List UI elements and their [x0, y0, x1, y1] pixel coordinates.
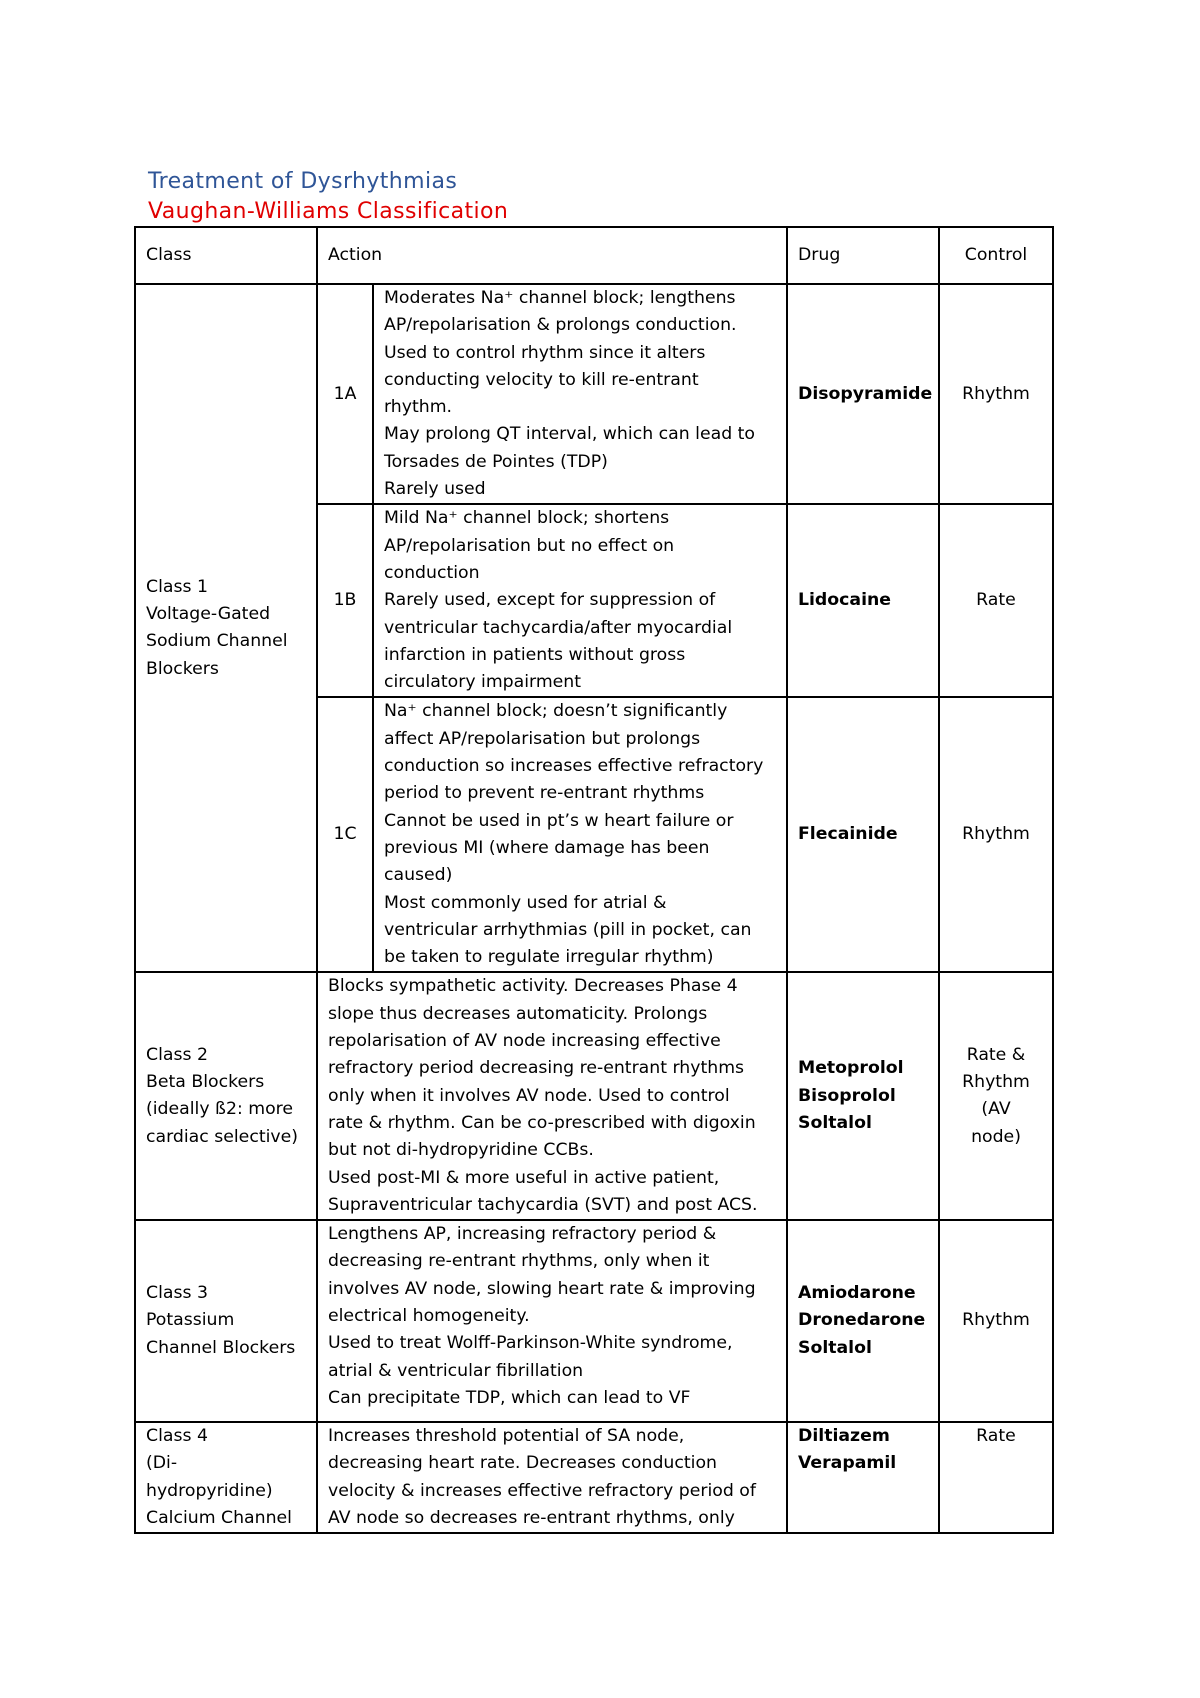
drug-name: Lidocaine	[787, 504, 939, 697]
action-text: Mild Na⁺ channel block; shortens AP/repolarisation but no effect on conduction Rarely used, except for suppression of ventricular tachycardia/after myocardial infarction in patients without gross circulatory impairment	[373, 504, 787, 697]
control-type: Rate	[939, 504, 1053, 697]
class-2-label: Class 2 Beta Blockers (ideally ß2: more cardiac selective)	[135, 972, 317, 1220]
drug-name: Disopyramide	[787, 284, 939, 504]
document-subtitle: Vaughan-Williams Classification	[148, 199, 509, 224]
header-drug: Drug	[787, 227, 939, 284]
drug-names: Amiodarone Dronedarone Soltalol	[787, 1220, 939, 1422]
header-control: Control	[939, 227, 1053, 284]
table-row-class-3	[135, 1220, 1053, 1422]
header-row	[135, 227, 1053, 284]
drug-names: Metoprolol Bisoprolol Soltalol	[787, 972, 939, 1220]
action-text: Na⁺ channel block; doesn’t significantly affect AP/repolarisation but prolongs conduction so increases effective refractory period to prevent re-entrant rhythms Cannot be used in pt’s w heart failure or previous MI (where damage has been caused) Most commonly used for atrial & ventricular arrhythmias (pill in pocket, can be taken to regulate irregular rhythm)	[373, 697, 787, 972]
action-text: Blocks sympathetic activity. Decreases Phase 4 slope thus decreases automaticity. Prolongs repolarisation of AV node increasing effective refractory period decreasing re-entrant rhythms only when it involves AV node. Used to control rate & rhythm. Can be co-prescribed with digoxin but not di-hydropyridine CCBs. Used post-MI & more useful in active patient, Supraventricular tachycardia (SVT) and post ACS.	[317, 972, 787, 1220]
control-type: Rate & Rhythm (AV node)	[939, 972, 1053, 1220]
class-1-label: Class 1 Voltage-Gated Sodium Channel Blockers	[135, 284, 317, 972]
action-text: Lengthens AP, increasing refractory period & decreasing re-entrant rhythms, only when it involves AV node, slowing heart rate & improving electrical homogeneity. Used to treat Wolff-Parkinson-White syndrome, atrial & ventricular fibrillation Can precipitate TDP, which can lead to VF	[317, 1220, 787, 1422]
class-3-label: Class 3 Potassium Channel Blockers	[135, 1220, 317, 1422]
class-4-label: Class 4 (Di- hydropyridine) Calcium Channel	[135, 1422, 317, 1533]
control-type: Rhythm	[939, 1220, 1053, 1422]
table-row-class-1a	[135, 284, 1053, 504]
table-row-class-2	[135, 972, 1053, 1220]
drug-names: Diltiazem Verapamil	[787, 1422, 939, 1533]
document-title: Treatment of Dysrhythmias	[148, 169, 458, 194]
header-action: Action	[317, 227, 787, 284]
subclass-label: 1A	[317, 284, 373, 504]
action-text: Moderates Na⁺ channel block; lengthens AP/repolarisation & prolongs conduction. Used to control rhythm since it alters conducting velocity to kill re-entrant rhythm. May prolong QT interval, which can lead to Torsades de Pointes (TDP) Rarely used	[373, 284, 787, 504]
subclass-label: 1B	[317, 504, 373, 697]
drug-name: Flecainide	[787, 697, 939, 972]
control-type: Rhythm	[939, 284, 1053, 504]
table-row-class-4	[135, 1422, 1053, 1533]
classification-table	[134, 226, 1054, 1534]
action-text: Increases threshold potential of SA node, decreasing heart rate. Decreases conduction velocity & increases effective refractory period of AV node so decreases re-entrant rhythms, only	[317, 1422, 787, 1533]
control-type: Rhythm	[939, 697, 1053, 972]
header-class: Class	[135, 227, 317, 284]
subclass-label: 1C	[317, 697, 373, 972]
control-type: Rate	[939, 1422, 1053, 1533]
